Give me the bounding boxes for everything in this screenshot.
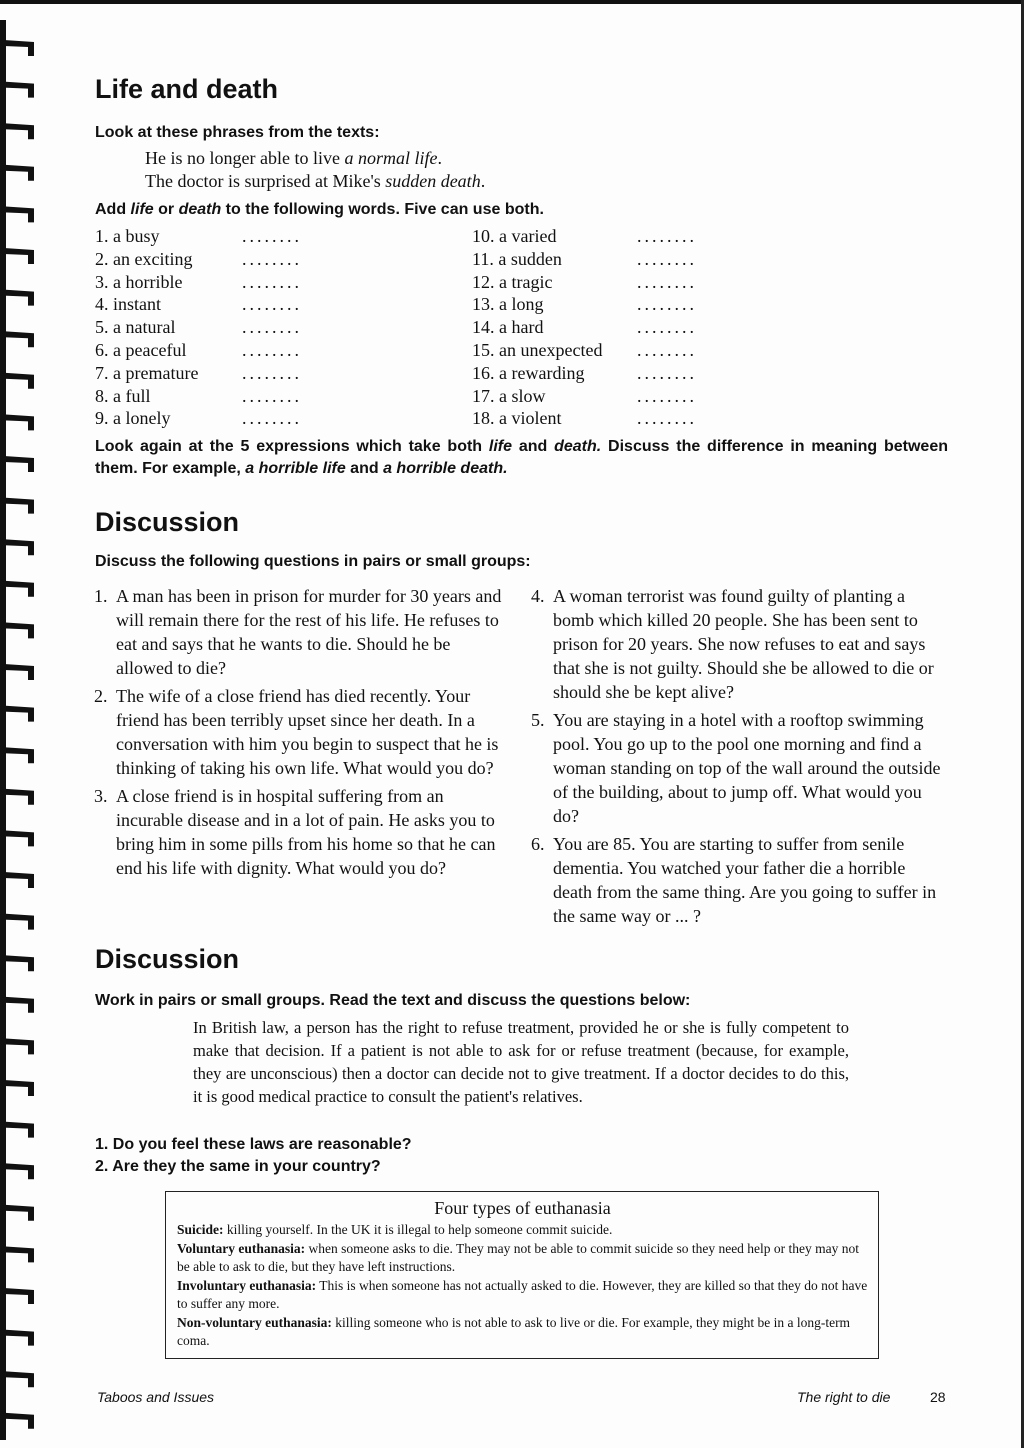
word-item [472,271,812,294]
questions-column-right [531,584,945,932]
definition-involuntary: Involuntary euthanasia: This is when someone has not actually asked to die. However, they are killed so that they do not have to suffer any more. [177,1277,868,1311]
answer-blank: ........ [242,339,302,360]
discussion-question [94,684,509,780]
word-item [95,225,425,248]
question-text: A close friend is in hospital suffering from an incurable disease and in a lot of pain. He asks you to bring him in some pills from his home so that he can end his life with dignity. What would you do? [116,786,496,878]
box-title: Four types of euthanasia [434,1198,611,1218]
question-number: 1. [94,586,108,606]
word-item [95,407,425,430]
spiral-binding [0,20,40,1440]
question-text: You are 85. You are starting to suffer from senile dementia. You watched your father die a horrible death from the same thing. Are you going to suffer in the same way or ... ? [553,834,937,926]
answer-blank: ........ [637,362,697,383]
binding-ring [4,123,34,139]
binding-ring [4,1163,34,1179]
word-item [95,362,425,385]
answer-blank: ........ [242,317,302,338]
word-item [95,385,425,408]
question-text: The wife of a close friend has died recently. Your friend has been terribly upset since her death. In a conversation with him you begin to suspect that he is thinking of taking his own life. What would you do? [116,686,499,778]
word-label: 11. a sudden [472,248,562,269]
law-question-2: 2. Are they the same in your country? [95,1158,381,1175]
word-label: 2. an exciting [95,248,193,269]
answer-blank: ........ [242,362,302,383]
answer-blank: ........ [242,271,302,292]
answer-blank: ........ [637,271,697,292]
word-item [472,316,812,339]
binding-ring [4,622,34,638]
word-item [95,293,425,316]
word-label: 16. a rewarding [472,362,585,383]
word-item [472,248,812,271]
definition-suicide: Suicide: killing yourself. In the UK it is illegal to help someone commit suicide. [177,1222,613,1237]
answer-blank: ........ [637,226,697,246]
binding-ring [4,165,34,181]
phrases-instruction: Look at these phrases from the texts: [95,124,380,141]
binding-ring [4,1413,34,1429]
questions-column-left [94,584,509,884]
binding-ring [4,581,34,597]
binding-ring [4,955,34,971]
binding-ring [4,331,34,347]
discussion-question [531,832,945,928]
binding-ring [4,1330,34,1346]
footer-chapter-title: The right to die [797,1389,891,1405]
word-label: 17. a slow [472,385,546,406]
binding-ring [4,747,34,763]
answer-blank: ........ [637,294,697,315]
discussion-question [94,584,509,680]
word-list-left [95,225,425,430]
question-number: 3. [94,786,108,806]
discussion-question [531,708,945,828]
binding-ring [4,373,34,389]
answer-blank: ........ [242,226,302,246]
word-label: 5. a natural [95,317,176,338]
section-title-life-and-death: Life and death [95,74,279,104]
word-label: 15. an unexpected [472,339,603,360]
word-item [95,316,425,339]
question-number: 4. [531,586,545,606]
binding-ring [4,706,34,722]
discussion-instruction-1: Discuss the following questions in pairs or small groups: [95,553,531,570]
binding-ring [4,1371,34,1387]
binding-ring [4,248,34,264]
binding-ring [4,1038,34,1054]
binding-ring [4,1122,34,1138]
section-title-discussion-2: Discussion [95,944,240,974]
word-list-right [472,225,812,430]
word-label: 13. a long [472,294,544,315]
binding-ring [4,914,34,930]
word-label: 14. a hard [472,317,544,338]
footer-book-title: Taboos and Issues [97,1389,215,1405]
word-label: 1. a busy [95,226,160,246]
word-label: 12. a tragic [472,271,553,292]
binding-ring [4,40,34,56]
scan-top-edge [0,0,1024,4]
binding-ring [4,414,34,430]
word-label: 6. a peaceful [95,339,187,360]
word-item [472,225,812,248]
answer-blank: ........ [637,317,697,338]
word-label: 4. instant [95,294,161,315]
binding-ring [4,1205,34,1221]
word-label: 3. a horrible [95,271,183,292]
word-item [472,362,812,385]
section-title-discussion-1: Discussion [95,507,240,537]
binding-ring [4,872,34,888]
word-label: 9. a lonely [95,408,171,429]
word-label: 7. a premature [95,362,199,383]
definition-non-voluntary: Non-voluntary euthanasia: killing someone who is not able to ask to live or die. For example, they might be in a long-term coma. [177,1314,851,1348]
binding-ring [4,498,34,514]
word-item [95,248,425,271]
answer-blank: ........ [637,248,697,269]
binding-ring [4,206,34,222]
discussion-question [531,584,945,704]
binding-ring [4,539,34,555]
answer-blank: ........ [242,385,302,406]
word-label: 18. a violent [472,408,562,429]
word-item [472,339,812,362]
binding-ring [4,1288,34,1304]
word-item [472,385,812,408]
definition-voluntary: Voluntary euthanasia: when someone asks to die. They may not be able to commit suicide so they need help or they may not be able to ask to die, but they have left instructions. [177,1240,860,1274]
follow-up-instruction: Look again at the 5 expressions which take both life and death. Discuss the difference in meaning between them. For example, a horrible life and a horrible death. [95,438,949,477]
answer-blank: ........ [242,294,302,315]
answer-blank: ........ [637,385,697,406]
discussion-instruction-2: Work in pairs or small groups. Read the text and discuss the questions below: [95,992,691,1009]
word-label: 10. a varied [472,226,557,246]
binding-ring [4,82,34,98]
binding-ring [4,456,34,472]
binding-ring [4,1246,34,1262]
example-phrase-1: He is no longer able to live a normal life. [145,148,442,168]
law-question-1: 1. Do you feel these laws are reasonable? [95,1136,412,1153]
answer-blank: ........ [637,408,697,429]
word-item [95,339,425,362]
word-item [472,407,812,430]
binding-ring [4,290,34,306]
question-text: A man has been in prison for murder for 30 years and will remain there for the rest of his life. He refuses to eat and says that he wants to die. Should he be allowed to die? [116,586,502,678]
binding-spine [0,20,6,1440]
question-text: A woman terrorist was found guilty of planting a bomb which killed 20 people. She has been sent to prison for 20 years. She now refuses to eat and says that she is not guilty. Should she be allowed to die or should she be kept alive? [553,586,934,702]
discussion-question [94,784,509,880]
binding-ring [4,997,34,1013]
answer-blank: ........ [242,408,302,429]
euthanasia-types-box [165,1191,879,1359]
binding-ring [4,789,34,805]
question-number: 6. [531,834,545,854]
word-label: 8. a full [95,385,151,406]
question-number: 5. [531,710,545,730]
binding-ring [4,830,34,846]
answer-blank: ........ [242,248,302,269]
page-number: 28 [930,1389,946,1405]
example-phrase-2: The doctor is surprised at Mike's sudden death. [145,171,486,191]
answer-blank: ........ [637,339,697,360]
task-instruction: Add life or death to the following words. Five can use both. [95,201,544,218]
binding-ring [4,1080,34,1096]
word-item [472,293,812,316]
question-text: You are staying in a hotel with a rooftop swimming pool. You go up to the pool one morning and find a woman standing on top of the wall around the outside of the building, about to jump off. What would you do? [553,710,941,826]
question-number: 2. [94,686,108,706]
binding-ring [4,664,34,680]
word-item [95,271,425,294]
british-law-text: In British law, a person has the right to refuse treatment, provided he or she is fully competent to make that decision. If a patient is not able to ask for or refuse treatment (because, for example, they are unconscious) then a doctor can decide not to give treatment. If a doctor decides to do this, it is good medical practice to consult the patient's relatives. [193,1018,849,1106]
